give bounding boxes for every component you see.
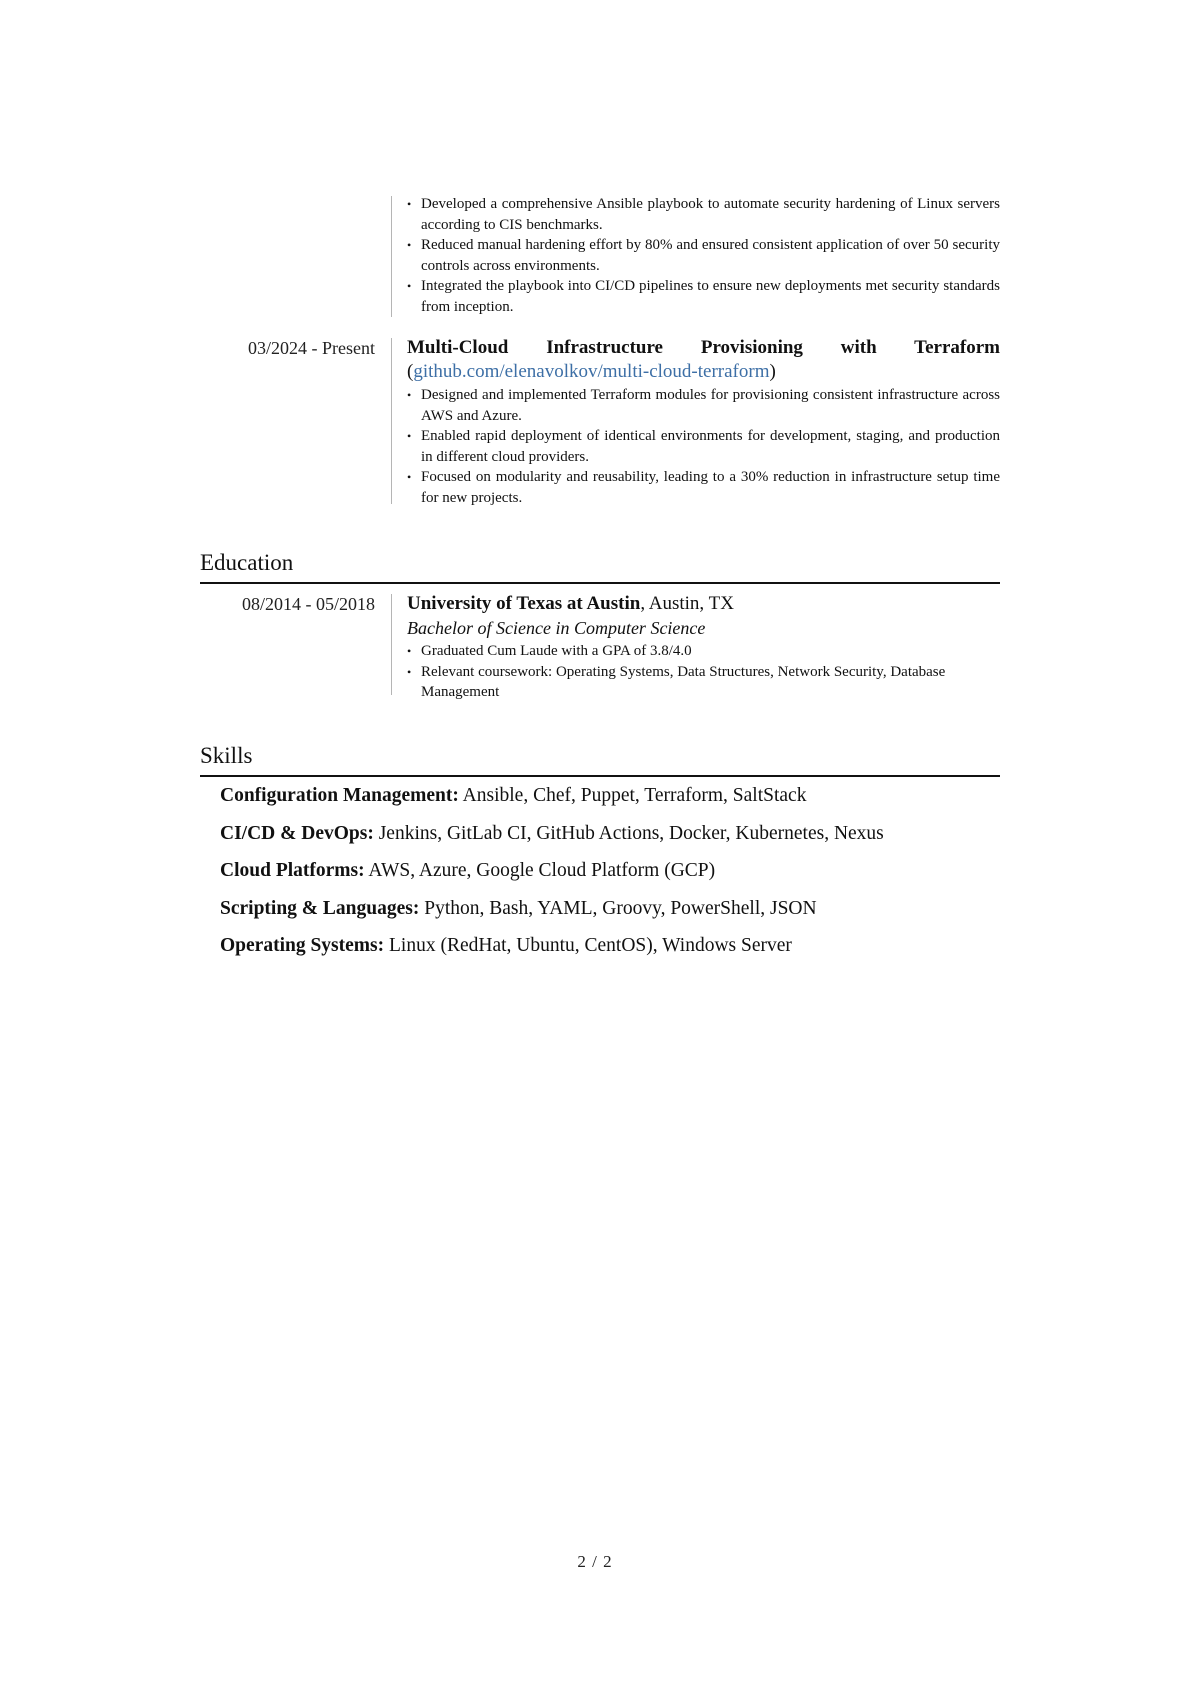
project-date: 03/2024 - Present <box>248 338 375 358</box>
skill-value: Ansible, Chef, Puppet, Terraform, SaltStack <box>458 785 807 806</box>
skill-row <box>220 859 1000 883</box>
skill-value: AWS, Azure, Google Cloud Platform (GCP) <box>364 860 716 881</box>
skill-label: Scripting & Languages: <box>220 897 420 919</box>
education-body <box>407 592 1000 703</box>
bullet-text: Integrated the playbook into CI/CD pipelines to ensure new deployments met security standards from inception. <box>421 278 1000 315</box>
bullet-text: Enabled rapid deployment of identical environments for development, staging, and production in different cloud providers. <box>421 428 1000 465</box>
section-title: Skills <box>200 743 253 768</box>
bullet-glyph: • <box>407 238 412 252</box>
bullet-glyph: • <box>407 388 412 402</box>
skill-row <box>220 934 1000 958</box>
skill-label: CI/CD & DevOps: <box>220 822 374 844</box>
project-body <box>407 194 1000 317</box>
timeline-divider <box>391 594 392 695</box>
education-bullets <box>407 641 1000 703</box>
list-item <box>407 641 1000 662</box>
education-section-header <box>200 548 1000 584</box>
skills-section-header <box>200 741 1000 777</box>
bullet-glyph: • <box>407 644 412 658</box>
bullet-text: Focused on modularity and reusability, leading to a 30% reduction in infrastructure setup time for new projects. <box>421 469 1000 506</box>
page-number: 2 / 2 <box>577 1552 613 1571</box>
bullet-text: Reduced manual hardening effort by 80% and ensured consistent application of over 50 security controls across environments. <box>421 237 1000 274</box>
project-link-line: (github.com/elenavolkov/multi-cloud-terraform) <box>407 361 776 382</box>
education-date: 08/2014 - 05/2018 <box>242 594 375 614</box>
skill-value: Python, Bash, YAML, Groovy, PowerShell, JSON <box>419 897 817 919</box>
project-bullets <box>407 385 1000 508</box>
timeline-divider <box>391 338 392 504</box>
bullet-glyph: • <box>407 664 412 679</box>
bullet-glyph: • <box>407 197 412 211</box>
bullet-text: Graduated Cum Laude with a GPA of 3.8/4.0 <box>421 643 692 659</box>
list-item <box>407 426 1000 467</box>
list-item <box>407 235 1000 276</box>
bullet-text: Developed a comprehensive Ansible playbook to automate security hardening of Linux servers according to CIS benchmarks. <box>421 196 1000 233</box>
timeline-divider <box>391 196 392 317</box>
institution-line <box>407 592 1000 616</box>
list-item <box>407 662 1000 703</box>
bullet-glyph: • <box>407 279 412 293</box>
skill-row <box>220 784 1000 808</box>
list-item <box>407 276 1000 317</box>
skills-list <box>220 784 1000 972</box>
list-item <box>407 385 1000 426</box>
skill-row <box>220 822 1000 846</box>
skill-value: Jenkins, GitLab CI, GitHub Actions, Docker, Kubernetes, Nexus <box>373 822 884 844</box>
project-body <box>407 336 1000 508</box>
bullet-text: Relevant coursework: Operating Systems, Data Structures, Network Security, Database Management <box>421 663 946 700</box>
bullet-glyph: • <box>407 429 412 443</box>
section-rule <box>200 582 1000 584</box>
institution-location: , Austin, TX <box>640 593 734 614</box>
skill-row <box>220 897 1000 921</box>
bullet-text: Designed and implemented Terraform modules for provisioning consistent infrastructure across AWS and Azure. <box>421 387 1000 424</box>
list-item <box>407 467 1000 508</box>
project-bullets <box>407 194 1000 317</box>
skill-label: Cloud Platforms: <box>220 860 365 881</box>
institution-name: University of Texas at Austin <box>407 593 641 614</box>
project-link[interactable]: github.com/elenavolkov/multi-cloud-terraform <box>413 361 770 382</box>
skill-label: Configuration Management: <box>220 785 459 806</box>
list-item <box>407 194 1000 235</box>
project-title: Multi-Cloud Infrastructure Provisioning with Terraform <box>407 337 1000 358</box>
degree: Bachelor of Science in Computer Science <box>407 618 706 638</box>
section-rule <box>200 775 1000 777</box>
skill-label: Operating Systems: <box>220 935 385 956</box>
skill-value: Linux (RedHat, Ubuntu, CentOS), Windows Server <box>384 935 792 956</box>
bullet-glyph: • <box>407 470 412 484</box>
section-title: Education <box>200 550 294 575</box>
